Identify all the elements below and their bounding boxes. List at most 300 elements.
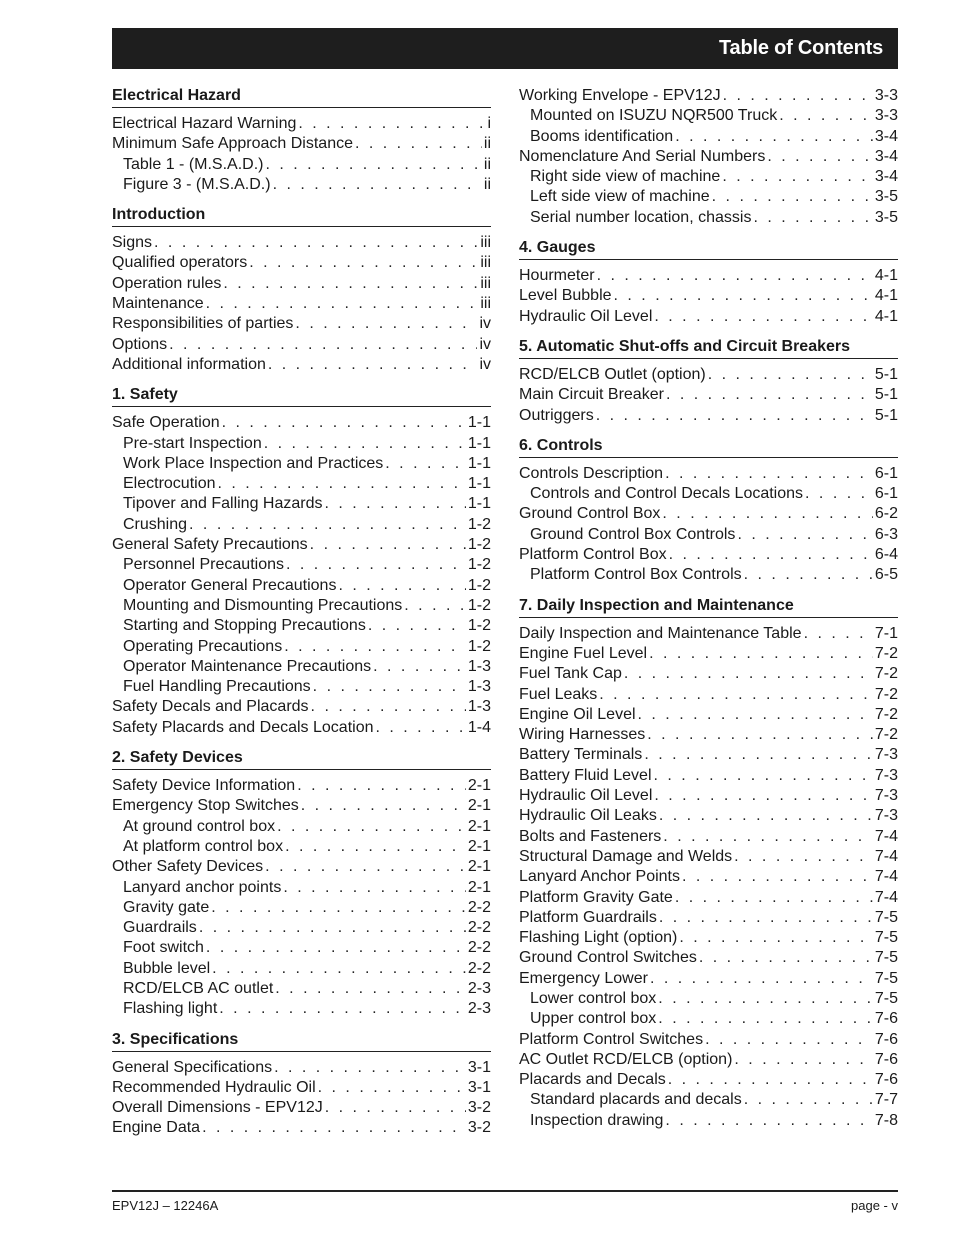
dot-leader (375, 718, 465, 738)
toc-entry-label: AC Outlet RCD/ELCB (option) (519, 1050, 733, 1068)
toc-entry[interactable] (112, 274, 491, 294)
toc-entry-page: 3-4 (874, 168, 898, 186)
toc-entry-label: Platform Gravity Gate (519, 888, 673, 906)
toc-entry-label: Working Envelope - EPV12J (519, 87, 721, 104)
toc-entry-label: General Specifications (112, 1058, 273, 1076)
dot-leader (654, 786, 872, 806)
toc-entry-page: 7-2 (874, 685, 898, 703)
dot-leader (223, 274, 478, 294)
toc-entry-page: ii (483, 155, 491, 173)
toc-entry-label: Controls and Control Decals Locations (530, 485, 804, 503)
toc-subentry[interactable] (112, 878, 491, 898)
toc-entry[interactable] (519, 644, 898, 664)
dot-leader (650, 969, 873, 989)
toc-entry-page: 1-2 (467, 515, 491, 533)
toc-section (519, 436, 898, 586)
toc-entry-page: 6-1 (874, 464, 898, 482)
dot-leader (675, 127, 873, 147)
toc-entry-label: Work Place Inspection and Practices (123, 454, 384, 472)
toc-subentry[interactable] (112, 979, 491, 999)
toc-entry-page: 2-1 (467, 878, 491, 896)
dot-leader (654, 766, 873, 786)
dot-leader (318, 1078, 466, 1098)
toc-subentry[interactable] (112, 637, 491, 657)
toc-column-left (112, 86, 491, 1149)
toc-entry-label: Signs (112, 234, 153, 252)
toc-entry-page: iv (479, 335, 491, 353)
toc-subentry[interactable] (112, 515, 491, 535)
toc-entry-page: 7-7 (874, 1091, 898, 1109)
toc-entry-page: 6-4 (874, 546, 898, 564)
dot-leader (313, 677, 466, 697)
toc-subentry[interactable] (519, 208, 898, 228)
toc-entry-label: General Safety Precautions (112, 536, 308, 554)
dot-leader (199, 918, 466, 938)
toc-subentry[interactable] (112, 677, 491, 697)
dot-leader (654, 307, 872, 327)
section-heading: 5. Automatic Shut-offs and Circuit Breakers (519, 337, 898, 359)
dot-leader (206, 938, 466, 958)
toc-entry[interactable] (112, 718, 491, 738)
toc-entry-label: Ground Control Box Controls (530, 525, 736, 543)
toc-entry[interactable] (519, 705, 898, 725)
toc-subentry[interactable] (112, 837, 491, 857)
toc-entry-label: At platform control box (123, 837, 284, 855)
toc-entry-page: 2-3 (467, 979, 491, 997)
footer-page-number: page - v (851, 1198, 898, 1213)
toc-section (112, 385, 491, 738)
dot-leader (338, 576, 465, 596)
dot-leader (767, 147, 873, 167)
dot-leader (286, 555, 466, 575)
toc-entry-label: RCD/ELCB Outlet (option) (519, 365, 706, 383)
toc-section (112, 205, 491, 375)
toc-entry-page: 7-1 (874, 624, 898, 642)
toc-entry[interactable] (112, 697, 491, 717)
dot-leader (295, 314, 477, 334)
dot-leader (658, 1009, 873, 1029)
toc-subentry[interactable] (519, 167, 898, 187)
toc-subentry[interactable] (519, 127, 898, 147)
toc-subentry[interactable] (112, 155, 491, 175)
toc-entry[interactable] (519, 969, 898, 989)
toc-entry-page: 3-5 (874, 188, 898, 206)
toc-subentry[interactable] (112, 898, 491, 918)
toc-entry-page: 7-2 (874, 705, 898, 723)
toc-entry[interactable] (519, 1070, 898, 1090)
toc-entry-page: 3-1 (467, 1058, 491, 1076)
toc-subentry[interactable] (519, 1111, 898, 1131)
toc-entry-page: 4-1 (874, 267, 898, 285)
dot-leader (779, 106, 873, 126)
dot-leader (663, 827, 873, 847)
toc-entry-page: 2-1 (467, 858, 491, 876)
toc-entry-page: 7-5 (874, 989, 898, 1007)
toc-entry[interactable] (519, 266, 898, 286)
toc-entry-label: Operator Maintenance Precautions (123, 657, 372, 675)
section-heading: 4. Gauges (519, 238, 898, 260)
toc-entry-page: 3-2 (467, 1119, 491, 1137)
toc-entry-page: 2-2 (467, 959, 491, 977)
toc-entry[interactable] (112, 535, 491, 555)
toc-entry-page: 3-1 (467, 1078, 491, 1096)
dot-leader (325, 494, 466, 514)
toc-entry-label: Lanyard anchor points (123, 878, 282, 896)
section-heading: 3. Specifications (112, 1030, 491, 1052)
toc-entry[interactable] (519, 888, 898, 908)
toc-entry-page: 7-4 (874, 888, 898, 906)
toc-subentry[interactable] (112, 616, 491, 636)
section-heading: 2. Safety Devices (112, 748, 491, 770)
dot-leader (597, 266, 873, 286)
header-bar (112, 28, 898, 69)
toc-section (519, 337, 898, 426)
section-heading: Introduction (112, 205, 491, 227)
toc-entry-page: 7-5 (874, 949, 898, 967)
toc-entry-page: 2-1 (467, 817, 491, 835)
toc-entry-label: Bolts and Fasteners (519, 827, 662, 845)
toc-entry-page: 1-2 (467, 576, 491, 594)
toc-entry-page: 2-1 (467, 837, 491, 855)
toc-entry-label: Wiring Harnesses (519, 726, 646, 744)
toc-subentry[interactable] (519, 565, 898, 585)
toc-entry-label: Battery Fluid Level (519, 766, 652, 784)
toc-entry-page: 3-4 (874, 127, 898, 145)
toc-entry[interactable] (112, 796, 491, 816)
toc-entry-page: 1-1 (467, 495, 491, 513)
dot-leader (712, 187, 873, 207)
dot-leader (599, 685, 873, 705)
dot-leader (705, 1030, 873, 1050)
toc-entry-page: 7-6 (874, 1010, 898, 1028)
toc-entry[interactable] (519, 147, 898, 167)
toc-subentry[interactable] (112, 175, 491, 195)
toc-entry-page: 6-1 (874, 485, 898, 503)
toc-entry-page: 1-3 (467, 657, 491, 675)
section-heading: 1. Safety (112, 385, 491, 407)
dot-leader (310, 535, 466, 555)
toc-entry-page: 1-4 (467, 718, 491, 736)
toc-subentry[interactable] (519, 484, 898, 504)
toc-entry[interactable] (112, 355, 491, 375)
toc-subentry[interactable] (519, 1009, 898, 1029)
dot-leader (596, 406, 873, 426)
dot-leader (169, 335, 477, 355)
toc-entry-page: 7-2 (874, 726, 898, 744)
toc-entry-page: 7-3 (874, 746, 898, 764)
dot-leader (222, 413, 466, 433)
toc-entry[interactable] (519, 725, 898, 745)
toc-entry-page: 6-2 (874, 505, 898, 523)
toc-entry-page: 7-5 (874, 908, 898, 926)
toc-subentry[interactable] (519, 525, 898, 545)
toc-entry-page: 1-2 (467, 637, 491, 655)
toc-entry-label: Mounting and Dismounting Precautions (123, 596, 403, 614)
toc-entry-page: 1-1 (467, 454, 491, 472)
toc-entry-page: ii (483, 175, 491, 193)
toc-entry[interactable] (112, 294, 491, 314)
toc-entry[interactable] (519, 307, 898, 327)
toc-entry-page: ii (483, 135, 491, 153)
dot-leader (665, 1111, 872, 1131)
toc-entry-page: 1-3 (467, 698, 491, 716)
toc-entry[interactable] (519, 664, 898, 684)
toc-entry[interactable] (112, 134, 491, 154)
toc-entry[interactable] (112, 1098, 491, 1118)
toc-entry-label: Operating Precautions (123, 637, 283, 655)
dot-leader (644, 745, 873, 765)
toc-entry[interactable] (519, 1050, 898, 1070)
toc-entry-label: Engine Oil Level (519, 705, 636, 723)
toc-subentry[interactable] (519, 989, 898, 1009)
toc-entry[interactable] (112, 233, 491, 253)
toc-entry-page: 7-3 (874, 807, 898, 825)
dot-leader (325, 1098, 466, 1118)
toc-entry[interactable] (519, 385, 898, 405)
toc-entry[interactable] (519, 827, 898, 847)
dot-leader (744, 565, 873, 585)
toc-entry-label: Tipover and Falling Hazards (123, 495, 323, 513)
toc-entry[interactable] (112, 1078, 491, 1098)
toc-entry[interactable] (519, 867, 898, 887)
toc-subentry[interactable] (112, 596, 491, 616)
toc-entry[interactable] (519, 766, 898, 786)
toc-entry-label: Flashing light (123, 1000, 218, 1018)
toc-entry-label: Additional information (112, 355, 266, 373)
dot-leader (265, 155, 481, 175)
dot-leader (285, 837, 466, 857)
toc-subentry[interactable] (112, 657, 491, 677)
dot-leader (666, 385, 873, 405)
toc-entry-page: 7-4 (874, 827, 898, 845)
dot-leader (658, 989, 873, 1009)
toc-entry-label: Platform Control Box (519, 546, 667, 564)
dot-leader (283, 878, 466, 898)
toc-entry[interactable] (519, 806, 898, 826)
dot-leader (297, 776, 466, 796)
toc-entry[interactable] (519, 847, 898, 867)
footer-divider (112, 1190, 898, 1192)
toc-entry-label: Outriggers (519, 406, 594, 424)
toc-subentry[interactable] (112, 959, 491, 979)
toc-entry-page: iv (479, 315, 491, 333)
toc-entry[interactable] (519, 286, 898, 306)
toc-entry-page: iv (479, 355, 491, 373)
toc-entry-label: Upper control box (530, 1010, 657, 1028)
toc-entry-page: 6-5 (874, 566, 898, 584)
toc-subentry[interactable] (112, 938, 491, 958)
dot-leader (675, 888, 873, 908)
toc-entry-label: Guardrails (123, 919, 197, 937)
dot-leader (708, 365, 873, 385)
dot-leader (212, 959, 466, 979)
toc-entry-label: Bubble level (123, 959, 211, 977)
toc-entry-label: Emergency Lower (519, 969, 648, 987)
toc-entry-label: Inspection drawing (530, 1111, 664, 1129)
toc-entry-page: 1-1 (467, 475, 491, 493)
toc-entry-label: Mounted on ISUZU NQR500 Truck (530, 107, 778, 125)
toc-entry-label: Electrical Hazard Warning (112, 115, 297, 132)
toc-entry-label: Main Circuit Breaker (519, 386, 664, 404)
dot-leader (368, 616, 466, 636)
toc-subentry[interactable] (519, 187, 898, 207)
toc-entry-page: 3-3 (874, 107, 898, 125)
toc-entry-label: Right side view of machine (530, 168, 721, 186)
toc-entry-page: 2-2 (467, 919, 491, 937)
toc-entry-page: 3-4 (874, 147, 898, 165)
toc-entry-label: Table 1 - (M.S.A.D.) (123, 155, 264, 173)
toc-section (519, 596, 898, 1131)
toc-entry-page: 7-3 (874, 787, 898, 805)
toc-entry-label: Structural Damage and Welds (519, 847, 733, 865)
toc-entry-label: Personnel Precautions (123, 556, 284, 574)
toc-entry[interactable] (112, 1058, 491, 1078)
toc-entry-page: 7-2 (874, 665, 898, 683)
toc-entry[interactable] (112, 335, 491, 355)
toc-entry-page: iii (480, 295, 491, 313)
toc-entry[interactable] (519, 685, 898, 705)
toc-entry-label: Engine Data (112, 1119, 201, 1137)
toc-subentry[interactable] (519, 106, 898, 126)
toc-subentry[interactable] (112, 999, 491, 1019)
toc-entry-page: 4-1 (874, 287, 898, 305)
toc-entry[interactable] (519, 948, 898, 968)
toc-entry[interactable] (519, 545, 898, 565)
dot-leader (744, 1090, 873, 1110)
dot-leader (638, 705, 873, 725)
toc-entry-label: Operator General Precautions (123, 576, 337, 594)
dot-leader (624, 664, 873, 684)
toc-entry-label: Hydraulic Oil Level (519, 307, 653, 325)
toc-entry-label: Safe Operation (112, 414, 220, 432)
section-heading: Electrical Hazard (112, 86, 491, 108)
toc-subentry[interactable] (519, 1090, 898, 1110)
toc-entry-label: Ground Control Box (519, 505, 661, 523)
dot-leader (804, 624, 873, 644)
dot-leader (669, 545, 873, 565)
dot-leader (668, 1070, 873, 1090)
toc-subentry[interactable] (112, 454, 491, 474)
toc-entry-label: Booms identification (530, 127, 674, 145)
toc-entry-page: iii (480, 254, 491, 272)
toc-entry[interactable] (519, 1030, 898, 1050)
toc-entry-label: At ground control box (123, 817, 276, 835)
toc-entry-label: Safety Placards and Decals Location (112, 718, 374, 736)
footer-document-id: EPV12J – 12246A (112, 1198, 219, 1213)
toc-entry-label: Left side view of machine (530, 188, 710, 206)
toc-entry[interactable] (519, 786, 898, 806)
toc-entry-label: Hourmeter (519, 267, 595, 285)
toc-subentry[interactable] (112, 474, 491, 494)
dot-leader (211, 898, 466, 918)
dot-leader (284, 637, 466, 657)
toc-entry-page: 7-5 (874, 969, 898, 987)
toc-subentry[interactable] (112, 817, 491, 837)
toc-entry[interactable] (112, 1118, 491, 1138)
toc-subentry[interactable] (112, 434, 491, 454)
toc-entry-label: Crushing (123, 515, 188, 533)
toc-entry-label: Pre-start Inspection (123, 434, 262, 452)
dot-leader (699, 948, 873, 968)
toc-entry-page: 7-5 (874, 929, 898, 947)
toc-entry[interactable] (519, 86, 898, 106)
dot-leader (355, 134, 482, 154)
toc-entry-page: 7-4 (874, 847, 898, 865)
toc-entry[interactable] (112, 253, 491, 273)
toc-entry-label: Safety Decals and Placards (112, 698, 309, 716)
toc-entry[interactable] (112, 314, 491, 334)
dot-leader (737, 525, 872, 545)
toc-entry[interactable] (519, 464, 898, 484)
dot-leader (753, 208, 872, 228)
toc-entry-label: Figure 3 - (M.S.A.D.) (123, 175, 271, 193)
toc-entry[interactable] (519, 504, 898, 524)
toc-entry-page: 5-1 (874, 365, 898, 383)
toc-entry-page: 2-3 (467, 1000, 491, 1018)
dot-leader (218, 474, 466, 494)
toc-subentry[interactable] (112, 555, 491, 575)
toc-entry[interactable] (112, 413, 491, 433)
toc-entry-label: RCD/ELCB AC outlet (123, 979, 274, 997)
toc-entry[interactable] (519, 624, 898, 644)
toc-column-right (519, 86, 898, 1141)
toc-entry-label: Lanyard Anchor Points (519, 868, 680, 886)
toc-subentry[interactable] (112, 494, 491, 514)
dot-leader (206, 294, 479, 314)
toc-entry[interactable] (112, 776, 491, 796)
toc-section (112, 1030, 491, 1139)
toc-entry-page: 3-5 (874, 208, 898, 226)
toc-entry-page: 1-2 (467, 536, 491, 554)
toc-entry-page: 2-2 (467, 898, 491, 916)
toc-entry-page: 5-1 (874, 406, 898, 424)
toc-entry-page: 1-2 (467, 556, 491, 574)
dot-leader (385, 454, 466, 474)
toc-entry-page: 4-1 (874, 307, 898, 325)
toc-entry[interactable] (519, 928, 898, 948)
toc-entry-label: Maintenance (112, 295, 204, 313)
toc-entry-label: Battery Terminals (519, 746, 643, 764)
dot-leader (311, 697, 466, 717)
toc-subentry[interactable] (112, 576, 491, 596)
toc-entry-label: Fuel Leaks (519, 685, 598, 703)
toc-entry-label: Fuel Tank Cap (519, 665, 622, 683)
toc-entry-page: i (487, 115, 491, 132)
toc-entry-page: 7-8 (874, 1111, 898, 1129)
toc-entry[interactable] (519, 908, 898, 928)
dot-leader (665, 464, 873, 484)
dot-leader (277, 817, 466, 837)
toc-entry[interactable] (519, 745, 898, 765)
toc-entry-label: Flashing Light (option) (519, 929, 678, 947)
toc-entry[interactable] (519, 406, 898, 426)
toc-subentry[interactable] (112, 918, 491, 938)
toc-entry-page: 7-6 (874, 1030, 898, 1048)
dot-leader (249, 253, 478, 273)
toc-entry[interactable] (112, 114, 491, 134)
dot-leader (734, 847, 873, 867)
toc-entry[interactable] (112, 857, 491, 877)
toc-entry[interactable] (519, 365, 898, 385)
toc-entry-label: Platform Guardrails (519, 908, 657, 926)
toc-entry-label: Other Safety Devices (112, 858, 264, 876)
toc-entry-label: Level Bubble (519, 287, 612, 305)
toc-entry-page: 1-3 (467, 678, 491, 696)
section-heading: 6. Controls (519, 436, 898, 458)
toc-entry-label: Daily Inspection and Maintenance Table (519, 624, 802, 642)
page-title: Table of Contents (718, 37, 883, 59)
dot-leader (264, 434, 466, 454)
